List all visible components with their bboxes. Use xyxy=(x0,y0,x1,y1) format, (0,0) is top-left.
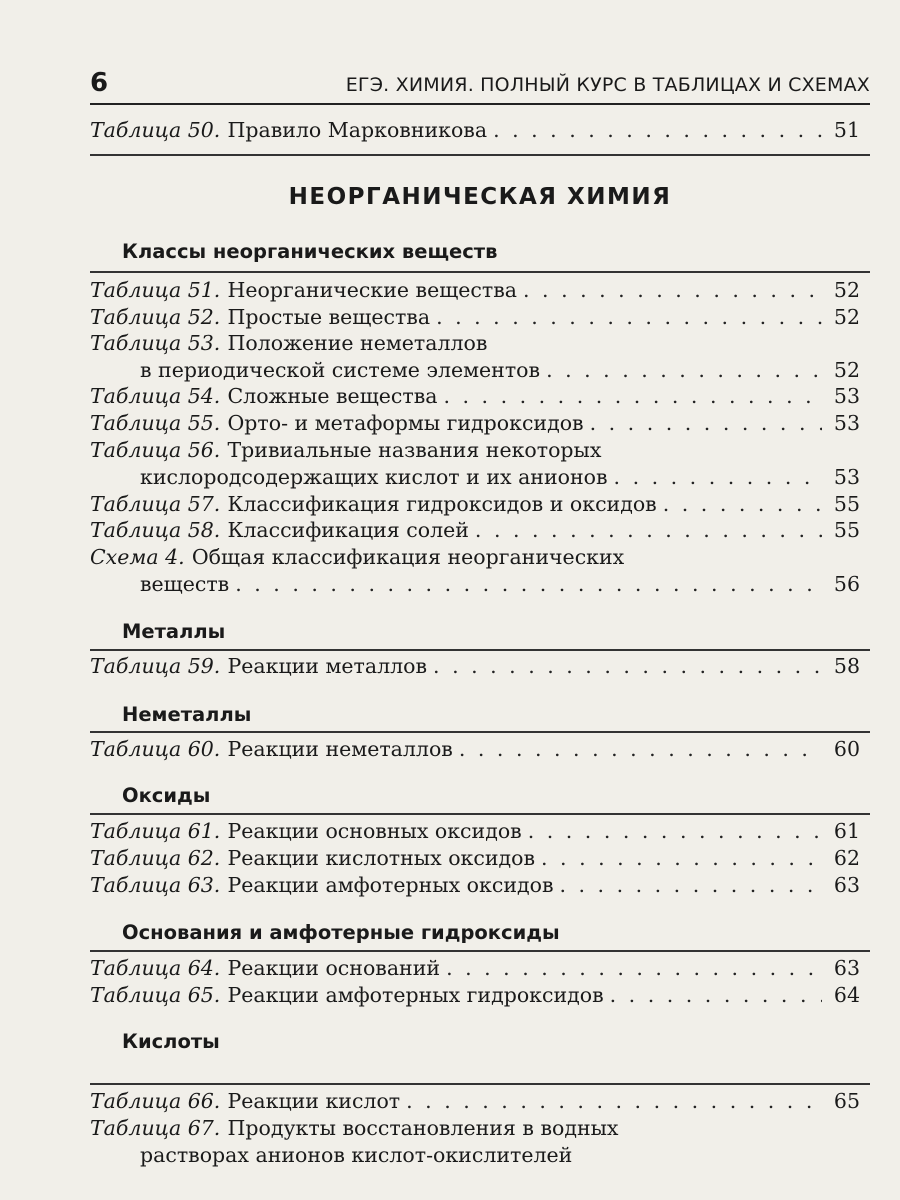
toc-entry xyxy=(90,518,860,548)
entry-label: Таблица 61. xyxy=(90,819,221,843)
entry-title-continuation: кислородсодержащих кислот и их анионов xyxy=(140,465,608,489)
leader-dots xyxy=(528,819,822,843)
entry-title-continuation: растворах анионов кислот-окислителей xyxy=(140,1143,573,1167)
leader-dots xyxy=(614,465,822,489)
entry-label: Таблица 53. xyxy=(90,331,221,355)
entry-title: Реакции кислот xyxy=(227,1089,401,1113)
entry-label: Таблица 59. xyxy=(90,654,221,678)
divider xyxy=(90,1083,870,1085)
category-title: Неметаллы xyxy=(122,703,252,726)
category-title: Основания и амфотерные гидроксиды xyxy=(122,921,560,944)
divider xyxy=(90,649,870,651)
toc-entry xyxy=(90,1116,860,1146)
entry-title-continuation: веществ xyxy=(140,572,230,596)
entry-label: Таблица 50. xyxy=(90,118,221,142)
entry-label: Таблица 60. xyxy=(90,737,221,761)
leader-dots xyxy=(436,305,822,329)
entry-page: 51 xyxy=(833,118,860,142)
toc-entry xyxy=(90,956,860,986)
toc-entry xyxy=(90,278,860,308)
entry-page: 63 xyxy=(833,873,860,897)
toc-entry xyxy=(90,118,860,148)
leader-dots xyxy=(459,737,822,761)
category-title: Оксиды xyxy=(122,784,211,807)
category-title: Металлы xyxy=(122,620,226,643)
entry-page: 52 xyxy=(833,358,860,382)
entry-title: Классификация гидроксидов и оксидов xyxy=(227,492,657,516)
entry-page: 63 xyxy=(833,956,860,980)
leader-dots xyxy=(475,518,822,542)
category-title: Кислоты xyxy=(122,1030,220,1053)
leader-dots xyxy=(590,411,822,435)
entry-page: 58 xyxy=(833,654,860,678)
entry-page: 55 xyxy=(833,492,860,516)
divider xyxy=(90,271,870,273)
entry-page: 52 xyxy=(833,278,860,302)
entry-label: Таблица 63. xyxy=(90,873,221,897)
entry-page: 52 xyxy=(833,305,860,329)
toc-entry-continuation xyxy=(90,465,860,495)
header-divider xyxy=(90,103,870,105)
entry-label: Таблица 54. xyxy=(90,384,221,408)
entry-page: 56 xyxy=(833,572,860,596)
entry-page: 53 xyxy=(833,411,860,435)
entry-title: Общая классификация неорганических xyxy=(191,545,625,569)
toc-entry xyxy=(90,1089,860,1119)
leader-dots xyxy=(443,384,822,408)
leader-dots xyxy=(493,118,822,142)
category-title: Классы неорганических веществ xyxy=(122,240,498,263)
entry-label: Таблица 62. xyxy=(90,846,221,870)
entry-label: Таблица 52. xyxy=(90,305,221,329)
entry-label: Таблица 57. xyxy=(90,492,221,516)
divider xyxy=(90,950,870,952)
leader-dots xyxy=(610,983,822,1007)
entry-page: 64 xyxy=(833,983,860,1007)
entry-label: Схема 4. xyxy=(90,545,185,569)
entry-page: 60 xyxy=(833,737,860,761)
entry-title: Реакции оснований xyxy=(227,956,441,980)
toc-entry xyxy=(90,737,860,767)
entry-title: Реакции неметаллов xyxy=(227,737,453,761)
entry-page: 65 xyxy=(833,1089,860,1113)
toc-entry xyxy=(90,873,860,903)
entry-label: Таблица 64. xyxy=(90,956,221,980)
toc-entry xyxy=(90,331,860,361)
entry-label: Таблица 56. xyxy=(90,438,221,462)
leader-dots xyxy=(541,846,822,870)
entry-title: Сложные вещества xyxy=(227,384,438,408)
entry-title: Правило Марковникова xyxy=(227,118,488,142)
entry-label: Таблица 67. xyxy=(90,1116,221,1140)
toc-entry xyxy=(90,983,860,1013)
toc-entry xyxy=(90,819,860,849)
entry-title: Реакции основных оксидов xyxy=(227,819,522,843)
entry-title: Тривиальные названия некоторых xyxy=(227,438,602,462)
section-title: НЕОРГАНИЧЕСКАЯ ХИМИЯ xyxy=(288,184,672,210)
entry-title: Простые вещества xyxy=(227,305,431,329)
divider xyxy=(90,154,870,156)
leader-dots xyxy=(433,654,822,678)
entry-label: Таблица 51. xyxy=(90,278,221,302)
toc-entry xyxy=(90,438,860,468)
leader-dots xyxy=(523,278,822,302)
entry-title: Реакции амфотерных оксидов xyxy=(227,873,554,897)
divider xyxy=(90,813,870,815)
entry-title: Продукты восстановления в водных xyxy=(227,1116,619,1140)
toc-entry xyxy=(90,654,860,684)
toc-entry xyxy=(90,411,860,441)
toc-entry-continuation xyxy=(90,572,860,602)
toc-entry xyxy=(90,384,860,414)
entry-title: Реакции амфотерных гидроксидов xyxy=(227,983,604,1007)
entry-title: Реакции металлов xyxy=(227,654,428,678)
entry-label: Таблица 55. xyxy=(90,411,221,435)
entry-label: Таблица 66. xyxy=(90,1089,221,1113)
entry-title: Положение неметаллов xyxy=(227,331,488,355)
toc-entry xyxy=(90,846,860,876)
entry-page: 62 xyxy=(833,846,860,870)
entry-title: Неорганические вещества xyxy=(227,278,517,302)
leader-dots xyxy=(235,572,822,596)
entry-title: Орто- и метаформы гидроксидов xyxy=(227,411,584,435)
leader-dots xyxy=(559,873,822,897)
leader-dots xyxy=(406,1089,822,1113)
entry-page: 61 xyxy=(833,819,860,843)
entry-label: Таблица 65. xyxy=(90,983,221,1007)
entry-page: 55 xyxy=(833,518,860,542)
leader-dots xyxy=(446,956,822,980)
page-header xyxy=(90,68,870,108)
entry-label: Таблица 58. xyxy=(90,518,221,542)
page-number: 6 xyxy=(90,68,109,98)
toc-entry xyxy=(90,545,860,575)
running-title: ЕГЭ. ХИМИЯ. ПОЛНЫЙ КУРС В ТАБЛИЦАХ И СХЕМАХ xyxy=(345,74,870,96)
divider xyxy=(90,731,870,733)
entry-page: 53 xyxy=(833,465,860,489)
leader-dots xyxy=(546,358,822,382)
toc-entry-continuation xyxy=(90,1143,860,1173)
entry-title: Реакции кислотных оксидов xyxy=(227,846,535,870)
entry-page: 53 xyxy=(833,384,860,408)
leader-dots xyxy=(663,492,822,516)
entry-title-continuation: в периодической системе элементов xyxy=(140,358,541,382)
entry-title: Классификация солей xyxy=(227,518,469,542)
